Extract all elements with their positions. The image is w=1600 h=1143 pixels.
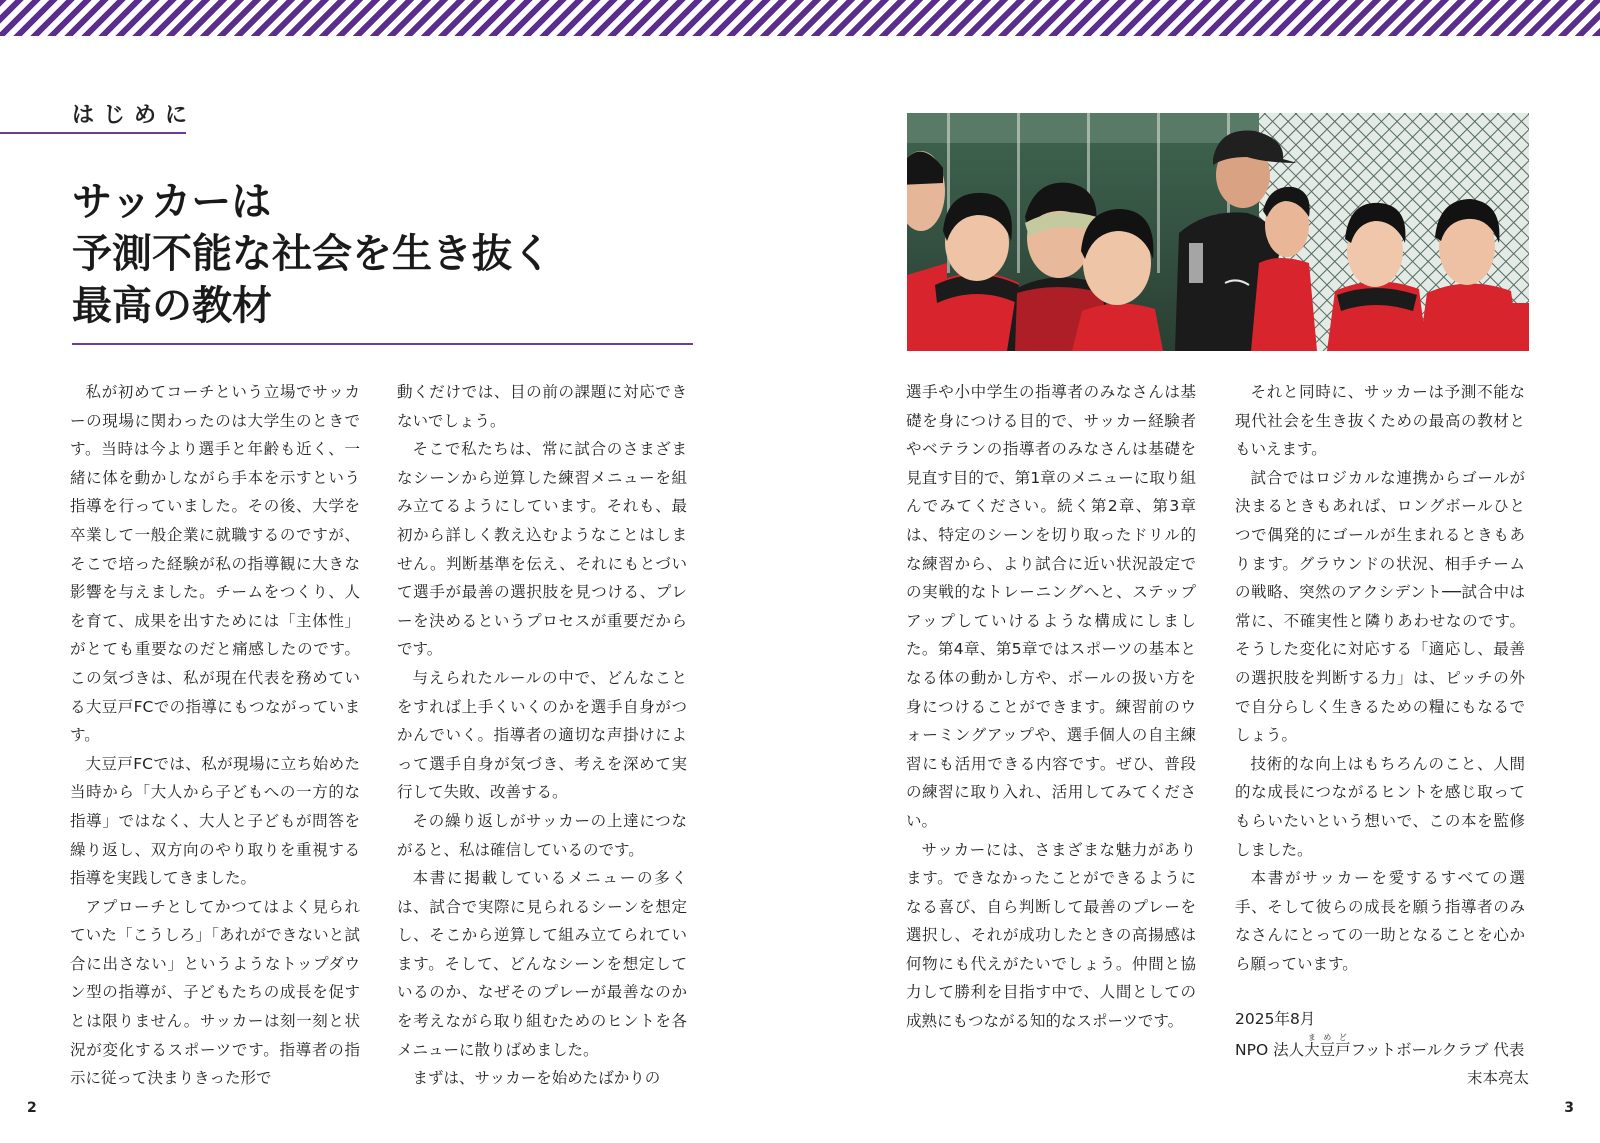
- org-name: 大豆戸まめど: [1304, 1033, 1351, 1059]
- author-signature: [1235, 1005, 1529, 1092]
- org-suffix: フットボールクラブ 代表: [1350, 1041, 1525, 1059]
- body-paragraph: 私が初めてコーチという立場でサッカーの現場に関わったのは大学生のときです。当時は今より選手と年齢も近く、一緒に体を動かしながら手本を示すという指導を行っていました。その後、大学を卒業して一般企業に就職するのですが、そこで培った経験が私の指導観に大きな影響を与えました。チームをつくり、人を育て、成果を出すためには「主体性」がとても重要なのだと痛感したのです。この気づきは、私が現在代表を務めている大豆戸FCでの指導にもつながっています。: [70, 383, 360, 745]
- signature-name: 末本亮太: [1466, 1069, 1529, 1087]
- body-paragraph: その繰り返しがサッカーの上達につながると、私は確信しているのです。: [397, 811, 687, 859]
- body-paragraph: サッカーには、さまざまな魅力があります。できなかったことができるようになる喜び、自ら判断して最善のプレーを選択し、それが成功したときの高揚感は何物にも代えがたいでしょう。仲間と協力して勝利を目指す中で、人間としての成熟にもつながる知的なスポーツです。: [906, 840, 1196, 1031]
- headline-line-3: 最高の教材: [72, 283, 272, 329]
- body-column-1: [70, 378, 360, 1093]
- body-paragraph: 本書に掲載しているメニューの多くは、試合で実際に見られるシーンを想定し、そこから逆算して組み立てられています。そして、どんなシーンを想定しているのか、なぜそのプレーが最善なのかを考えながら取り組むためのヒントを各メニューに散りばめました。: [397, 869, 687, 1059]
- body-paragraph: それと同時に、サッカーは予測不能な現代社会を生き抜くための最高の教材ともいえます。: [1235, 383, 1525, 459]
- page-number-left: 2: [27, 1100, 37, 1116]
- headline-line-2: 予測不能な社会を生き抜く: [72, 231, 552, 277]
- body-paragraph: 動くだけでは、目の前の課題に対応できないでしょう。: [397, 383, 687, 430]
- headline-divider: [72, 343, 693, 345]
- body-paragraph: まずは、サッカーを始めたばかりの: [412, 1069, 661, 1088]
- body-paragraph: 試合ではロジカルな連携からゴールが決まるときもあれば、ロングボールひとつで偶発的にゴールが生まれるときもあります。グラウンドの状況、相手チームの戦略、突然のアクシデント──試合中は常に、不確実性と隣りあわせなのです。そうした変化に対応する「適応し、最善の選択肢を判断する力」は、ピッチの外で自分らしく生きるための糧にもなるでしょう。: [1235, 468, 1525, 745]
- body-paragraph: 本書がサッカーを愛するすべての選手、そして彼らの成長を願う指導者のみなさんにとっての一助となることを心から願っています。: [1235, 869, 1525, 973]
- headline-line-1: サッカーは: [72, 179, 272, 225]
- body-column-3: [906, 378, 1196, 1036]
- body-column-4: [1235, 378, 1525, 978]
- decorative-stripe-band: [0, 0, 1600, 36]
- org-prefix: NPO 法人: [1235, 1041, 1305, 1059]
- chapter-headline: [72, 176, 692, 332]
- page-number-right: 3: [1564, 1100, 1574, 1116]
- body-paragraph: 大豆戸FCでは、私が現場に立ち始めた当時から「大人から子どもへの一方的な指導」ではなく、大人と子どもが問答を繰り返し、双方向のやり取りを重視する指導を実践してきました。: [70, 754, 360, 888]
- section-label: はじめに: [72, 103, 197, 128]
- body-paragraph: 技術的な向上はもちろんのこと、人間的な成長につながるヒントを感じ取ってもらいたいという想いで、この本を監修しました。: [1235, 754, 1525, 859]
- body-paragraph: そこで私たちは、常に試合のさまざまなシーンから逆算した練習メニューを組み立てるようにしています。それも、最初から詳しく教え込むようなことはしません。判断基準を伝え、それにもとづいて選手が最善の選択肢を見つける、プレーを決めるというプロセスが重要だからです。: [397, 440, 687, 659]
- body-paragraph: アプローチとしてかつてはよく見られていた「こうしろ」「あれができないと試合に出さない」というようなトップダウン型の指導が、子どもたちの成長を促すとは限りません。サッカーは刻一刻と状況が変化するスポーツです。指導者の指示に従って決まりきった形で: [70, 897, 360, 1088]
- section-underline: [0, 132, 186, 134]
- signature-date: 2025年8月: [1235, 1010, 1316, 1028]
- body-paragraph: 選手や小中学生の指導者のみなさんは基礎を身につける目的で、サッカー経験者やベテランの指導者のみなさんは基礎を見直す目的で、第1章のメニューに取り組んでみてください。続く第2章、第3章は、特定のシーンを切り取ったドリル的な練習から、より試合に近い状況設定での実戦的なトレーニングへと、ステップアップしていけるような構成にしました。第4章、第5章ではスポーツの基本となる体の動かし方や、ボールの扱い方を身につけることができます。練習前のウォーミングアップや、選手個人の自主練習にも活用できる内容です。ぜひ、普段の練習に取り入れ、活用してみてください。: [906, 383, 1196, 830]
- body-paragraph: 与えられたルールの中で、どんなことをすれば上手くいくのかを選手自身がつかんでいく。指導者の適切な声掛けによって選手自身が気づき、考えを深めて実行して失敗、改善する。: [397, 668, 687, 802]
- org-name-reading: まめど: [1304, 1033, 1351, 1042]
- coaching-session-photo: [907, 113, 1529, 351]
- signature-organization: [1235, 1033, 1529, 1064]
- body-column-2: [397, 378, 687, 1093]
- photo-illustration: [907, 113, 1529, 351]
